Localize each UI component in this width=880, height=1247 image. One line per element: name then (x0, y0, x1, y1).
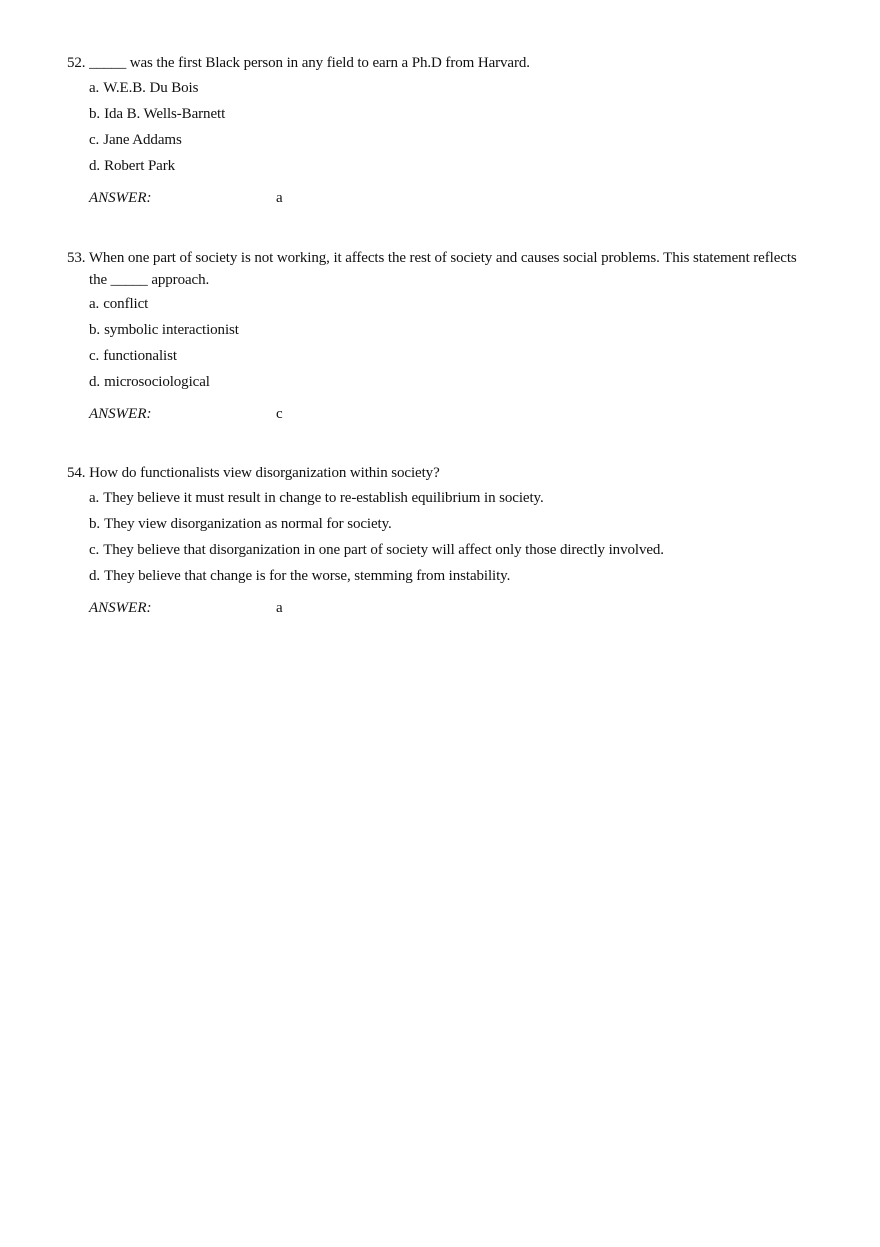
question-53 (67, 248, 812, 424)
option-letter: a. (89, 489, 100, 506)
option-d (89, 153, 812, 179)
option-c (89, 343, 812, 369)
option-letter: b. (89, 322, 101, 338)
option-text: W.E.B. Du Bois (103, 79, 199, 96)
option-text: microsociological (104, 374, 210, 390)
option-letter: c. (89, 541, 100, 558)
option-letter: b. (89, 515, 101, 532)
option-text: Robert Park (104, 157, 176, 174)
option-d (89, 369, 812, 395)
question-number: 53. (67, 250, 86, 266)
question-text: _____ was the first Black person in any field to earn a Ph.D from Harvard. (89, 55, 530, 71)
option-letter: c. (89, 131, 100, 148)
option-text: Ida B. Wells-Barnett (104, 105, 226, 122)
option-d (89, 563, 812, 589)
question-text: How do functionalists view disorganization within society? (89, 465, 440, 481)
option-text: They believe it must result in change to re-establish equilibrium in society. (103, 489, 544, 506)
question-54 (67, 463, 812, 618)
question-text: When one part of society is not working, it affects the rest of society and causes social problems. This statement reflects the _____ approach. (88, 250, 797, 288)
question-number: 54. (67, 465, 86, 481)
option-b (89, 101, 812, 127)
answer-options (67, 485, 812, 589)
option-letter: a. (89, 79, 100, 96)
answer-label: ANSWER: (89, 599, 152, 616)
question-number: 52. (67, 55, 86, 71)
option-text: conflict (103, 296, 149, 312)
question-stem (67, 463, 812, 485)
option-text: symbolic interactionist (104, 322, 239, 338)
option-text: functionalist (103, 348, 177, 364)
question-stem (67, 53, 812, 75)
option-c (89, 537, 812, 563)
answer-value: c (276, 406, 283, 422)
option-letter: d. (89, 157, 101, 174)
option-b (89, 317, 812, 343)
option-b (89, 511, 812, 537)
answer-label: ANSWER: (89, 406, 152, 422)
option-a (89, 291, 812, 317)
option-letter: a. (89, 296, 100, 312)
option-letter: c. (89, 348, 100, 364)
answer-row (67, 598, 812, 618)
option-text: They believe that disorganization in one part of society will affect only those directly involved. (103, 541, 664, 558)
answer-value: a (276, 189, 283, 206)
answer-value: a (276, 599, 283, 616)
answer-row (67, 188, 812, 208)
option-letter: d. (89, 374, 101, 390)
question-52 (67, 53, 812, 208)
answer-label: ANSWER: (89, 189, 152, 206)
option-c (89, 127, 812, 153)
option-letter: d. (89, 567, 101, 584)
option-text: Jane Addams (103, 131, 182, 148)
option-a (89, 485, 812, 511)
option-text: They believe that change is for the worse, stemming from instability. (104, 567, 511, 584)
answer-options (67, 291, 812, 395)
option-text: They view disorganization as normal for society. (104, 515, 392, 532)
question-stem (67, 248, 812, 291)
answer-options (67, 75, 812, 179)
option-a (89, 75, 812, 101)
answer-row (67, 404, 812, 424)
option-letter: b. (89, 105, 101, 122)
